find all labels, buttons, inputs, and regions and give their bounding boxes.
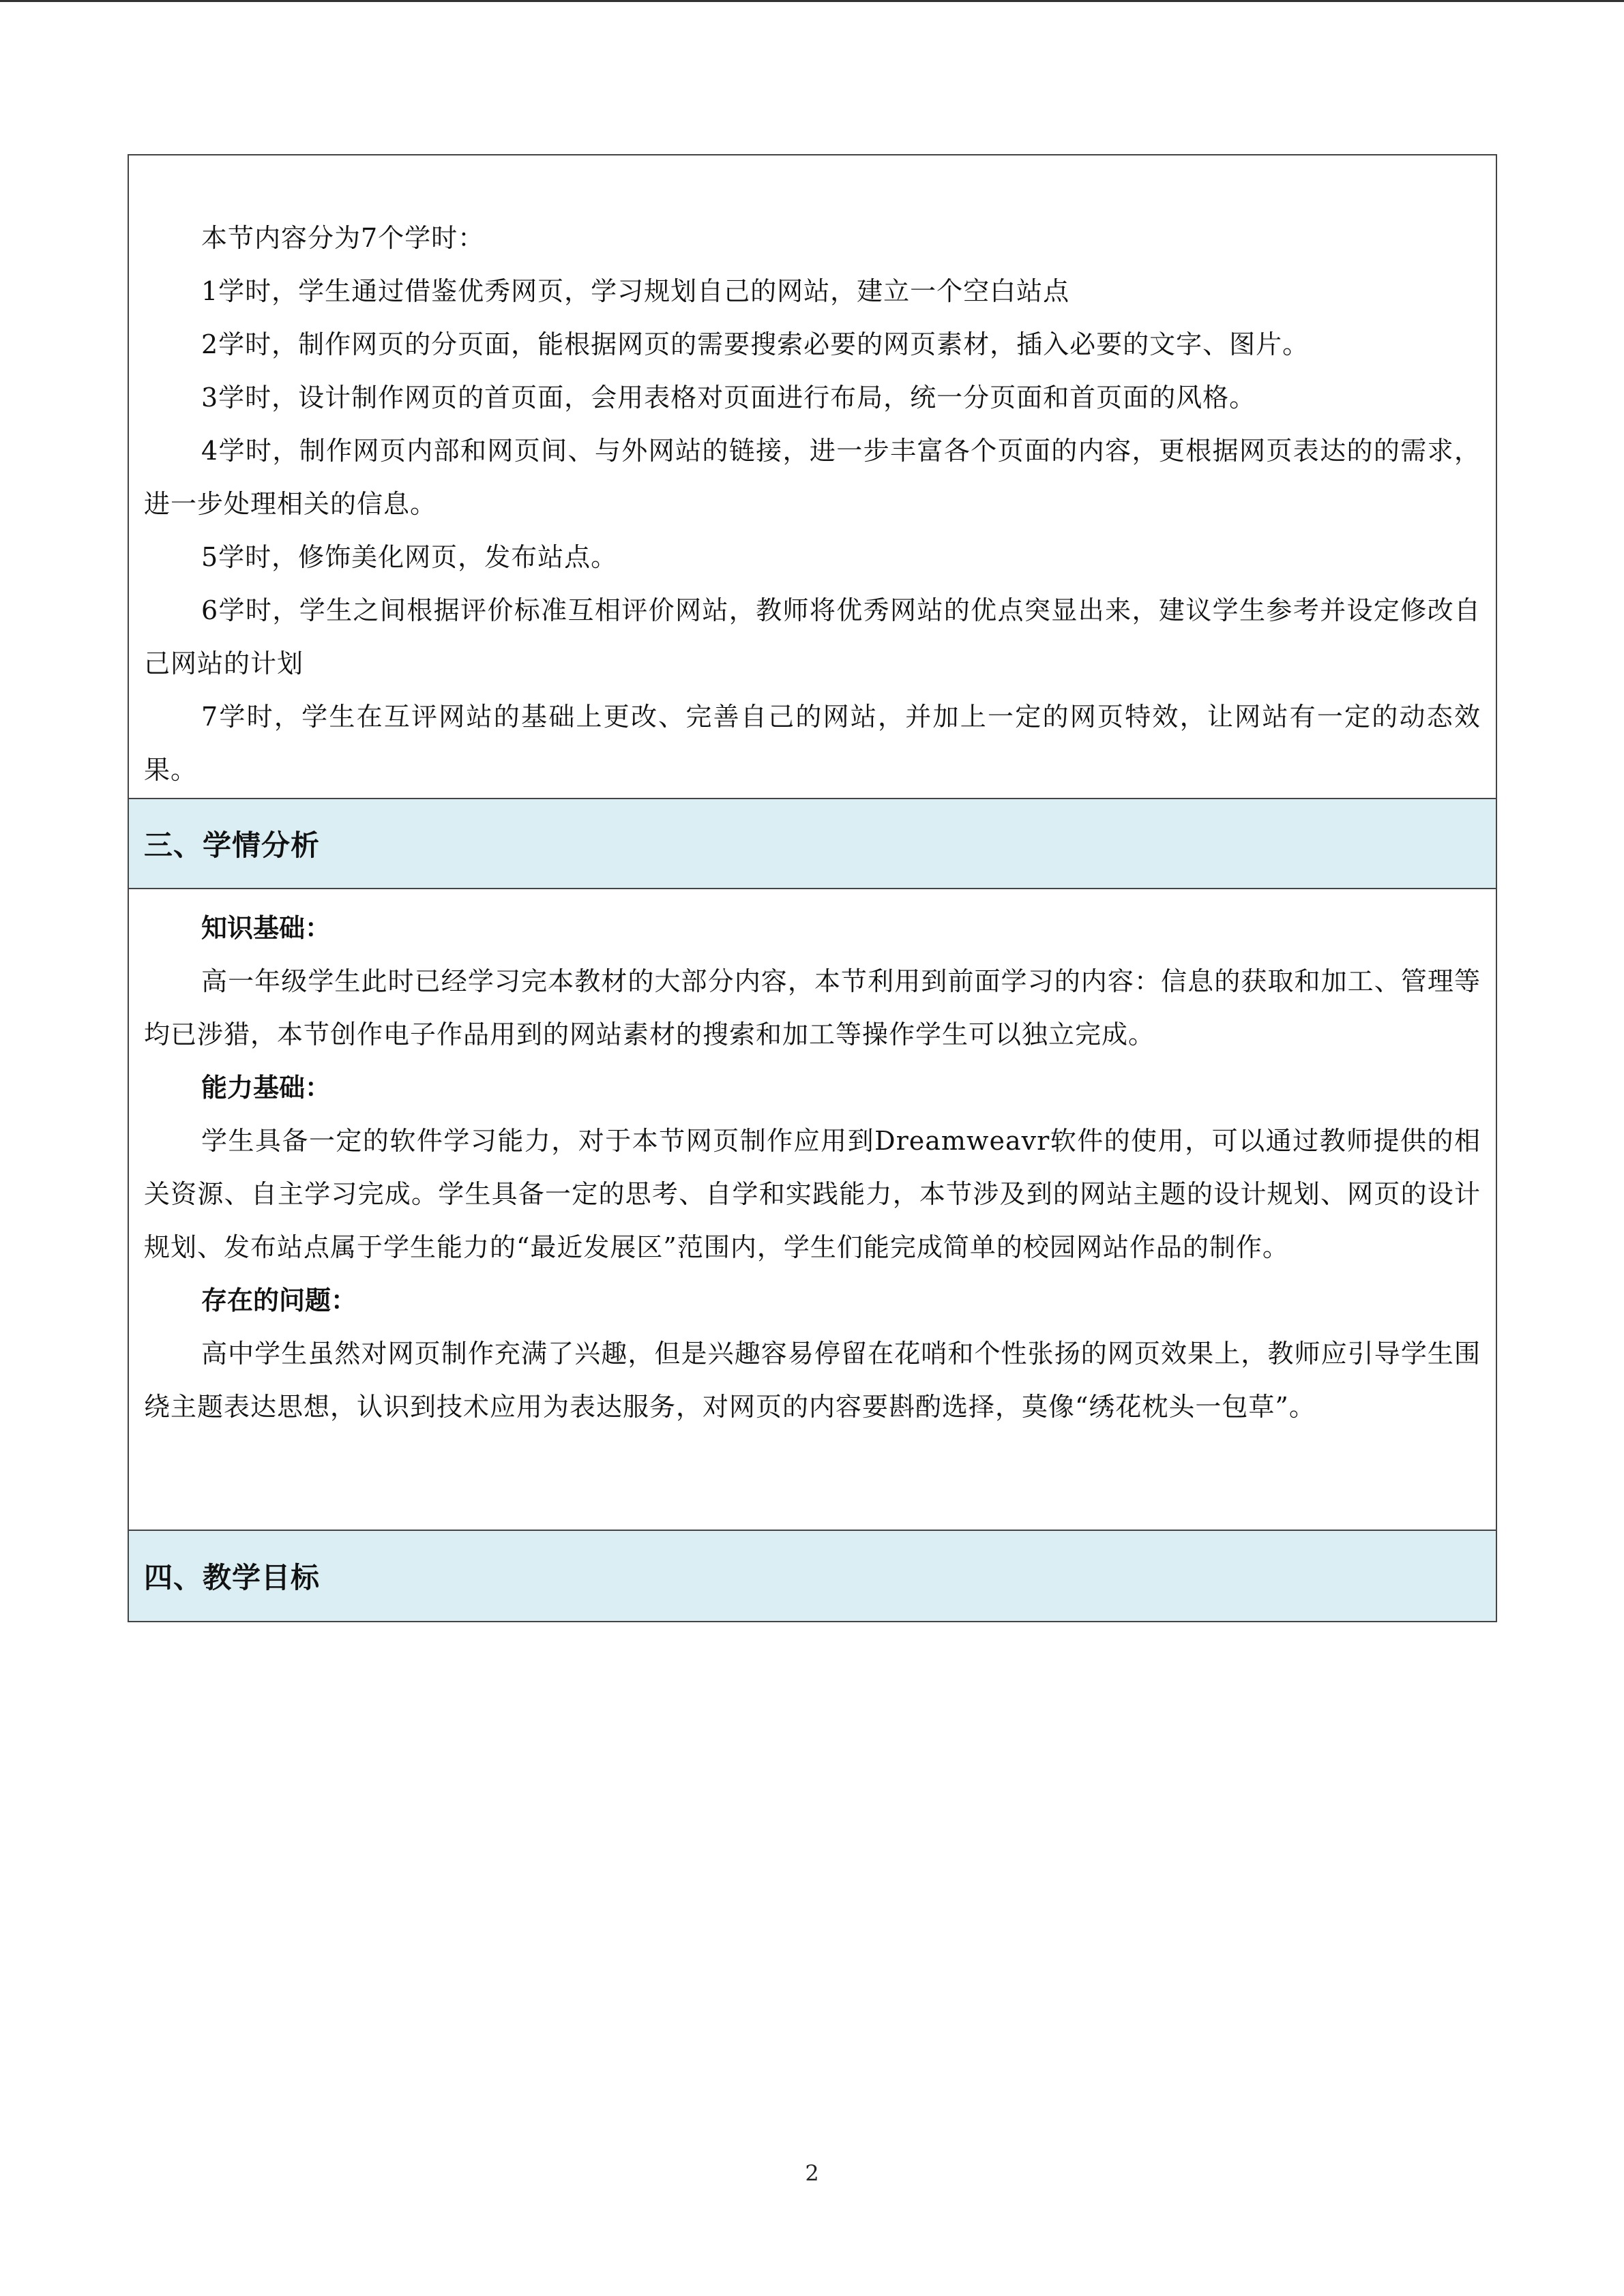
ability-basis-label: 能力基础： [201,1073,331,1103]
section-three-content-cell [129,889,1496,1530]
body-paragraph: 3学时，设计制作网页的首页面，会用表格对页面进行布局，统一分页面和首页面的风格。 [201,383,1256,413]
knowledge-basis-text: 高一年级学生此时已经学习完本教材的大部分内容，本节利用到前面学习的内容：信息的获取和加工、管理等均已涉猎，本节创作电子作品用到的网站素材的搜索和加工等操作学生可以独立完成。 [144,966,1481,1049]
body-paragraph: 7学时，学生在互评网站的基础上更改、完善自己的网站，并加上一定的网页特效，让网站有一定的动态效果。 [144,702,1481,785]
existing-problems-text: 高中学生虽然对网页制作充满了兴趣，但是兴趣容易停留在花哨和个性张扬的网页效果上，教师应引导学生围绕主题表达思想，认识到技术应用为表达服务，对网页的内容要斟酌选择，莫像“绣花枕头一包草”。 [144,1339,1481,1422]
ability-basis-text: 学生具备一定的软件学习能力，对于本节网页制作应用到Dreamweavr软件的使用，可以通过教师提供的相关资源、自主学习完成。学生具备一定的思考、自学和实践能力，本节涉及到的网站主题的设计规划、网页的设计规划、发布站点属于学生能力的“最近发展区”范围内，学生们能完成简单的校园网站作品的制作。 [144,1126,1481,1262]
lesson-plan-table [128,154,1497,1622]
page-top-rule [0,0,1624,2]
body-paragraph: 4学时，制作网页内部和网页间、与外网站的链接，进一步丰富各个页面的内容，更根据网页表达的的需求，进一步处理相关的信息。 [144,436,1481,519]
section-three-heading-cell [129,798,1496,889]
knowledge-basis-label: 知识基础： [201,913,331,943]
existing-problems-label: 存在的问题： [201,1285,357,1315]
section-three-heading: 三、学情分析 [144,829,321,862]
page-number: 2 [805,2160,819,2186]
section-two-content-cell [129,155,1496,798]
section-four-heading-cell [129,1530,1496,1621]
body-paragraph: 6学时，学生之间根据评价标准互相评价网站，教师将优秀网站的优点突显出来，建议学生参考并设定修改自己网站的计划 [144,595,1481,679]
body-paragraph: 1学时，学生通过借鉴优秀网页，学习规划自己的网站，建立一个空白站点 [201,276,1070,306]
body-paragraph: 5学时，修饰美化网页，发布站点。 [201,542,618,572]
body-paragraph: 2学时，制作网页的分页面，能根据网页的需要搜索必要的网页素材，插入必要的文字、图片。 [201,329,1310,359]
body-paragraph: 本节内容分为7个学时： [201,223,485,253]
section-four-heading: 四、教学目标 [144,1561,321,1594]
